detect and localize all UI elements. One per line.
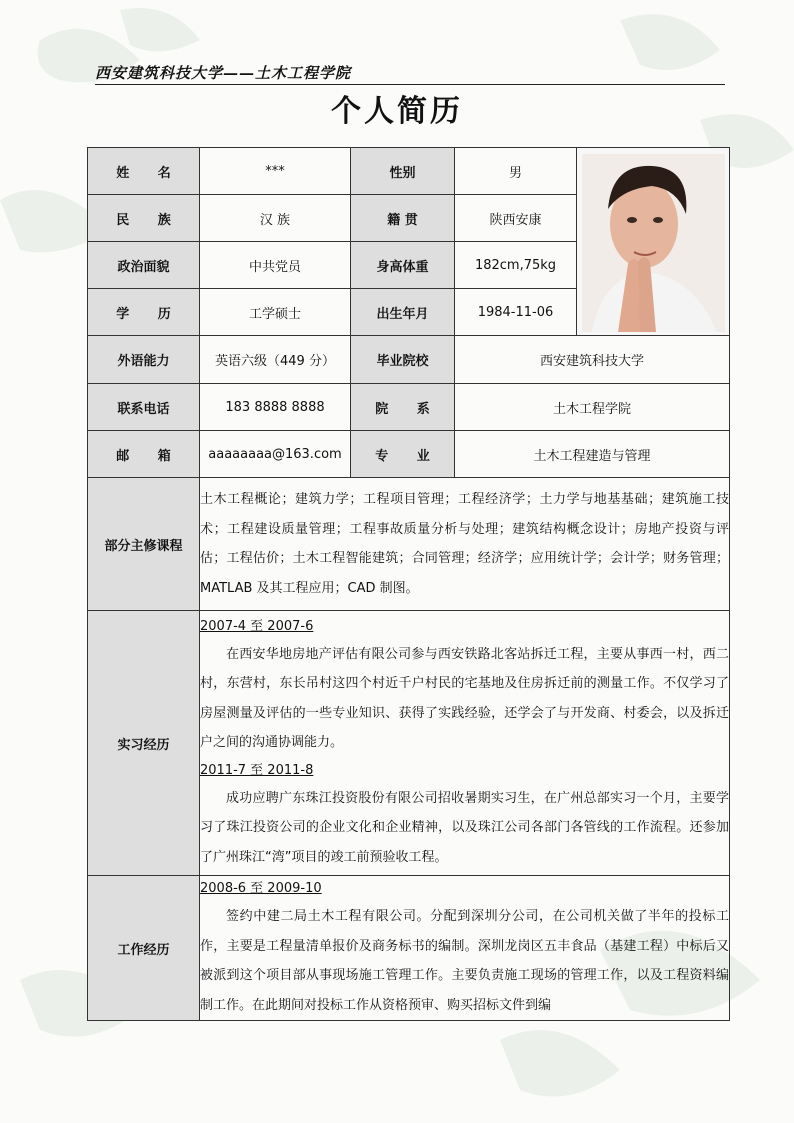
graduate-school-label: 毕业院校 [351,336,455,384]
table-row [88,384,730,431]
courses-label: 部分主修课程 [88,478,200,611]
table-row [88,336,730,384]
birth-label: 出生年月 [351,289,455,336]
internship-text-2: 成功应聘广东珠江投资股份有限公司招收暑期实习生，在广州总部实习一个月，主要学习了珠江投资公司的企业文化和企业精神，以及珠江公司各部门各管线的工作流程。还参加了广州珠江“湾”项目的竣工前预验收工程。 [200,790,729,865]
graduate-school-value: 西安建筑科技大学 [455,336,730,384]
language-label: 外语能力 [88,336,200,384]
department-label: 院 系 [351,384,455,431]
table-row [88,876,730,1021]
origin-value: 陕西安康 [455,195,577,242]
department-value: 土木工程学院 [455,384,730,431]
language-value: 英语六级（449 分） [200,336,351,384]
table-row [88,478,730,611]
photo-cell [577,148,730,336]
education-value: 工学硕士 [200,289,351,336]
origin-label: 籍 贯 [351,195,455,242]
political-label: 政治面貌 [88,242,200,289]
work-date-1: 2008-6 至 2009-10 [200,881,322,896]
ethnic-label: 民 族 [88,195,200,242]
major-value: 土木工程建造与管理 [455,431,730,478]
work-content [200,876,730,1021]
body-value: 182cm,75kg [455,242,577,289]
name-value: *** [200,148,351,195]
email-label: 邮 箱 [88,431,200,478]
email-value: aaaaaaaa@163.com [200,431,351,478]
internship-date-1: 2007-4 至 2007-6 [200,618,314,634]
work-label: 工作经历 [88,876,200,1021]
name-label: 姓 名 [88,148,200,195]
page-header [95,62,725,85]
page-title: 个人简历 [331,94,463,129]
table-row [88,148,730,195]
phone-label: 联系电话 [88,384,200,431]
profile-photo [582,154,725,332]
phone-value: 183 8888 8888 [200,384,351,431]
school-header-text: 西安建筑科技大学——土木工程学院 [95,64,352,82]
political-value: 中共党员 [200,242,351,289]
body-label: 身高体重 [351,242,455,289]
internship-content [200,611,730,876]
gender-value: 男 [455,148,577,195]
ethnic-value: 汉 族 [200,195,351,242]
gender-label: 性别 [351,148,455,195]
table-row [88,611,730,876]
birth-value: 1984-11-06 [455,289,577,336]
resume-table [87,147,730,1021]
internship-date-2: 2011-7 至 2011-8 [200,762,314,778]
major-label: 专 业 [351,431,455,478]
internship-label: 实习经历 [88,611,200,876]
table-row [88,431,730,478]
work-text-1: 签约中建二局土木工程有限公司。分配到深圳分公司，在公司机关做了半年的投标工作，主要是工程量清单报价及商务标书的编制。深圳龙岗区五丰食品（基建工程）中标后又被派到这个项目部从事现场施工管理工作。主要负责施工现场的管理工作，以及工程资料编制工作。在此期间对投标工作从资格预审、购买招标文件到编 [200,909,729,1013]
internship-text-1: 在西安华地房地产评估有限公司参与西安铁路北客站拆迁工程，主要从事西一村，西二村，东营村，东长吊村这四个村近千户村民的宅基地及住房拆迁前的测量工作。不仅学习了房屋测量及评估的一些专业知识、获得了实践经验，还学会了与开发商、村委会，以及拆迁户之间的沟通协调能力。 [200,646,729,751]
courses-text: 土木工程概论；建筑力学；工程项目管理；工程经济学；土力学与地基基础；建筑施工技术；工程建设质量管理；工程事故质量分析与处理；建筑结构概念设计；房地产投资与评估；工程估价；土木工程智能建筑；合同管理；经济学；应用统计学；会计学；财务管理；MATLAB 及其工程应用；CAD 制图。 [200,478,730,611]
education-label: 学 历 [88,289,200,336]
